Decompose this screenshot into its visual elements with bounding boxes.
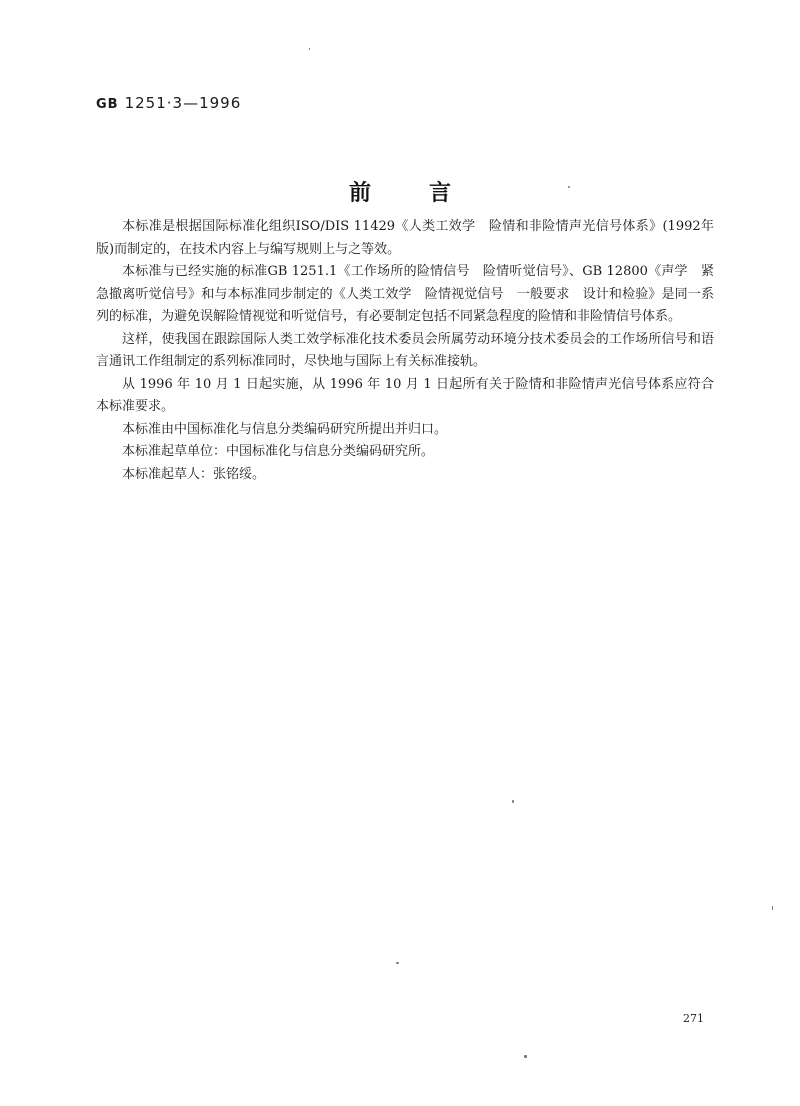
paragraph: 这样，使我国在跟踪国际人类工效学标准化技术委员会所属劳动环境分技术委员会的工作场所信号和语言通讯工作组制定的系列标准同时，尽快地与国际上有关标准接轨。 [96, 331, 714, 369]
scan-speck [524, 1055, 527, 1058]
foreword-body [96, 216, 714, 486]
page-number: 271 [683, 1012, 704, 1025]
paragraph: 本标准起草人：张铭绥。 [122, 466, 266, 482]
foreword-heading: 前言 [348, 181, 509, 206]
scan-speck [568, 186, 570, 188]
standard-prefix: GB [96, 97, 119, 112]
paragraph: 从 1996 年 10 月 1 日起实施，从 1996 年 10 月 1 日起所有关于险情和非险情声光信号体系应符合本标准要求。 [96, 376, 714, 414]
scan-speck [309, 48, 310, 50]
paragraph: 本标准起草单位：中国标准化与信息分类编码研究所。 [122, 444, 435, 459]
standard-number: 1251·3—1996 [124, 94, 242, 112]
paragraph: 本标准与已经实施的标准GB 1251.1《工作场所的险情信号 险情听觉信号》、GB 12800《声学 紧急撤离听觉信号》和与本标准同步制定的《人类工效学 险情视觉信号 一般要求 设计和检验》是同一系列的标准，为避免误解险情视觉和听觉信号，有必要制定包括不同紧急程度的险情和非险情信号体系。 [96, 264, 714, 324]
paragraph: 本标准是根据国际标准化组织ISO/DIS 11429《人类工效学 险情和非险情声光信号体系》(1992年版)而制定的，在技术内容上与编写规则上与之等效。 [96, 219, 714, 257]
scan-speck [396, 962, 399, 964]
scan-speck [512, 800, 514, 803]
paragraph: 本标准由中国标准化与信息分类编码研究所提出并归口。 [122, 421, 448, 437]
standard-code [96, 94, 241, 112]
scan-speck [772, 906, 773, 910]
